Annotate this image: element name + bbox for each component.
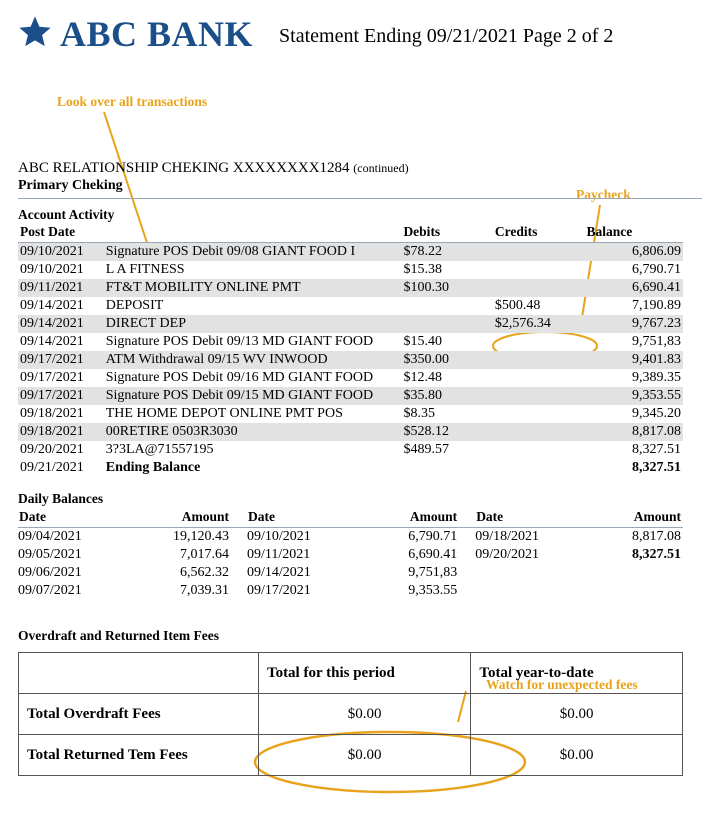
cell-fee-ytd: $0.00: [471, 694, 683, 735]
cell-desc: 00RETIRE 0503R3030: [106, 423, 404, 441]
table-header-row: [18, 224, 683, 243]
cell-date: 09/17/2021: [18, 351, 106, 369]
table-row: [18, 351, 683, 369]
cell-desc: Signature POS Debit 09/16 MD GIANT FOOD: [105, 370, 374, 385]
cell-credit: [495, 279, 587, 297]
cell-desc: THE HOME DEPOT ONLINE PMT POS: [105, 406, 343, 421]
cell-date: 09/14/2021: [247, 565, 311, 580]
cell-date: 09/10/2021: [20, 262, 84, 277]
cell-date: 09/10/2021: [18, 243, 106, 262]
cell-amount: 6,562.32: [180, 565, 229, 580]
table-row: [18, 261, 683, 279]
cell-fee-label: Total Overdraft Fees: [19, 694, 259, 735]
cell-balance: 9,751,83: [632, 334, 681, 349]
cell-date: 09/18/2021: [18, 423, 106, 441]
cell-amount: 6,790.71: [408, 529, 458, 544]
table-row: [18, 441, 683, 459]
cell-desc: DIRECT DEP: [106, 315, 404, 333]
cell-desc: Ending Balance: [105, 460, 201, 475]
cell-balance: 8,327.51: [632, 442, 681, 457]
star-icon: [18, 15, 52, 49]
table-row: [18, 546, 683, 564]
cell-credit: $2,576.34: [495, 315, 587, 333]
account-activity-heading: Account Activity: [18, 207, 115, 222]
cell-desc: ATM Withdrawal 09/15 WV INWOOD: [106, 351, 404, 369]
cell-date: 09/20/2021: [20, 442, 84, 457]
table-row: [18, 243, 683, 262]
table-row: [18, 423, 683, 441]
cell-credit: [495, 405, 587, 423]
cell-date: 09/17/2021: [18, 387, 106, 405]
cell-date: [475, 582, 564, 600]
cell-amount: [564, 582, 683, 600]
fees-heading: Overdraft and Returned Item Fees: [18, 628, 219, 643]
cell-balance: 9,353.55: [587, 387, 684, 405]
cell-debit: [403, 315, 494, 333]
daily-balances-heading: Daily Balances: [18, 491, 104, 506]
cell-balance: 9,767.23: [587, 315, 684, 333]
fees-header-ytd: Total year-to-date: [471, 653, 683, 694]
cell-balance: 6,790.71: [632, 262, 681, 277]
statement-body: [18, 160, 702, 776]
cell-debit: $35.80: [403, 387, 494, 405]
cell-date: 09/04/2021: [18, 529, 82, 544]
cell-amount: 8,327.51: [632, 547, 681, 562]
cell-credit: [495, 459, 587, 477]
cell-date: 09/18/2021: [475, 529, 539, 544]
account-title-row: [18, 160, 702, 178]
cell-amount: 9,353.55: [408, 583, 458, 598]
table-row: [18, 333, 683, 351]
callout-paycheck: Paycheck: [576, 187, 631, 202]
cell-debit: [403, 297, 494, 315]
header-amount-3: Amount: [564, 508, 683, 528]
callout-fees: Watch for unexpected fees: [486, 677, 638, 692]
cell-amount: 6,690.41: [408, 547, 458, 562]
cell-amount: 7,017.64: [180, 547, 229, 562]
account-subtitle: Primary Cheking: [18, 178, 123, 193]
cell-date: 09/14/2021: [18, 315, 106, 333]
table-row: [19, 735, 683, 776]
fees-header-period: Total for this period: [258, 653, 470, 694]
cell-desc: FT&T MOBILITY ONLINE PMT: [106, 279, 404, 297]
table-row: [18, 387, 683, 405]
table-row: [18, 315, 683, 333]
cell-desc: Signature POS Debit 09/08 GIANT FOOD I: [106, 243, 404, 262]
cell-fee-ytd: $0.00: [471, 735, 683, 776]
cell-fee-period: $0.00: [258, 694, 470, 735]
header-date-2: Date: [247, 508, 336, 528]
cell-debit: $350.00: [403, 351, 494, 369]
cell-date: 09/14/2021: [20, 334, 84, 349]
table-row: [18, 564, 683, 582]
cell-credit: $500.48: [494, 298, 541, 313]
cell-debit: $12.48: [403, 370, 442, 385]
cell-credit: [495, 369, 587, 387]
cell-date: 09/21/2021: [20, 460, 84, 475]
cell-balance: 8,817.08: [587, 423, 684, 441]
cell-date: 09/11/2021: [247, 547, 311, 562]
cell-amount: [564, 564, 683, 582]
daily-balances-table: [18, 508, 683, 600]
cell-desc: Signature POS Debit 09/13 MD GIANT FOOD: [105, 334, 374, 349]
statement-title: Statement Ending 09/21/2021 Page 2 of 2: [279, 24, 614, 47]
account-activity-table: [18, 224, 683, 477]
table-row-ending-balance: [18, 459, 683, 477]
cell-debit: $78.22: [403, 243, 494, 262]
cell-balance: 8,327.51: [632, 460, 681, 475]
table-row: [19, 694, 683, 735]
header-amount-2: Amount: [336, 508, 475, 528]
callout-transactions: Look over all transactions: [57, 94, 208, 109]
table-row: [18, 582, 683, 600]
header-credits: Credits: [495, 224, 587, 243]
cell-desc: Signature POS Debit 09/15 MD GIANT FOOD: [106, 387, 404, 405]
page-header: [0, 0, 720, 62]
cell-date: 09/18/2021: [20, 406, 84, 421]
cell-fee-period: $0.00: [258, 735, 470, 776]
cell-amount: 9,751,83: [408, 565, 458, 580]
cell-balance: 6,690.41: [587, 279, 684, 297]
header-description: [106, 224, 404, 243]
cell-debit: $489.57: [403, 442, 449, 457]
cell-balance: 7,190.89: [632, 298, 681, 313]
cell-balance: 9,401.83: [587, 351, 684, 369]
cell-date: 09/11/2021: [18, 279, 106, 297]
cell-desc: DEPOSIT: [105, 298, 164, 313]
account-title: ABC RELATIONSHIP CHEKING XXXXXXXX1284: [18, 160, 350, 176]
cell-debit: $8.35: [403, 406, 435, 421]
cell-balance: 9,389.35: [632, 370, 681, 385]
cell-date: 09/17/2021: [247, 583, 311, 598]
cell-fee-label: Total Returned Tem Fees: [19, 735, 259, 776]
cell-debit: $15.40: [403, 334, 442, 349]
table-row: [18, 279, 683, 297]
header-balance: Balance: [587, 224, 684, 243]
cell-credit: [495, 441, 587, 459]
header-date-1: Date: [18, 508, 107, 528]
fees-table: [18, 652, 683, 776]
table-row: [18, 528, 683, 547]
cell-credit: [495, 261, 587, 279]
cell-credit: [495, 333, 587, 351]
cell-credit: [495, 423, 587, 441]
cell-date: 09/10/2021: [247, 529, 311, 544]
cell-debit: [403, 459, 494, 477]
cell-date: 09/05/2021: [18, 547, 82, 562]
cell-debit: $15.38: [403, 262, 442, 277]
cell-credit: [495, 387, 587, 405]
fees-header-blank: [19, 653, 259, 694]
bank-logo: [18, 13, 253, 55]
header-amount-1: Amount: [107, 508, 247, 528]
cell-date: [475, 564, 564, 582]
header-date-3: Date: [475, 508, 564, 528]
cell-desc: L A FITNESS: [105, 262, 185, 277]
cell-date: 09/07/2021: [18, 583, 82, 598]
cell-date: 09/14/2021: [20, 298, 84, 313]
cell-balance: 9,345.20: [632, 406, 681, 421]
account-title-suffix: (continued): [353, 161, 409, 175]
cell-debit: $100.30: [403, 279, 494, 297]
cell-credit: [495, 243, 587, 262]
bank-name: ABC BANK: [60, 14, 254, 54]
table-row: [18, 405, 683, 423]
table-header-row: [18, 508, 683, 528]
cell-amount: 19,120.43: [173, 529, 229, 544]
cell-credit: [495, 351, 587, 369]
cell-amount: 7,039.31: [180, 583, 229, 598]
divider: [18, 198, 702, 199]
cell-date: 09/17/2021: [20, 370, 84, 385]
header-debits: Debits: [403, 224, 494, 243]
table-row: [18, 369, 683, 387]
cell-amount: 8,817.08: [632, 529, 681, 544]
table-row: [18, 297, 683, 315]
cell-debit: $528.12: [403, 423, 494, 441]
cell-date: 09/20/2021: [475, 547, 539, 562]
cell-desc: 3?3LA@71557195: [105, 442, 214, 457]
cell-balance: 6,806.09: [587, 243, 684, 262]
table-header-row: [19, 653, 683, 694]
cell-date: 09/06/2021: [18, 565, 82, 580]
header-post-date: Post Date: [18, 224, 106, 243]
